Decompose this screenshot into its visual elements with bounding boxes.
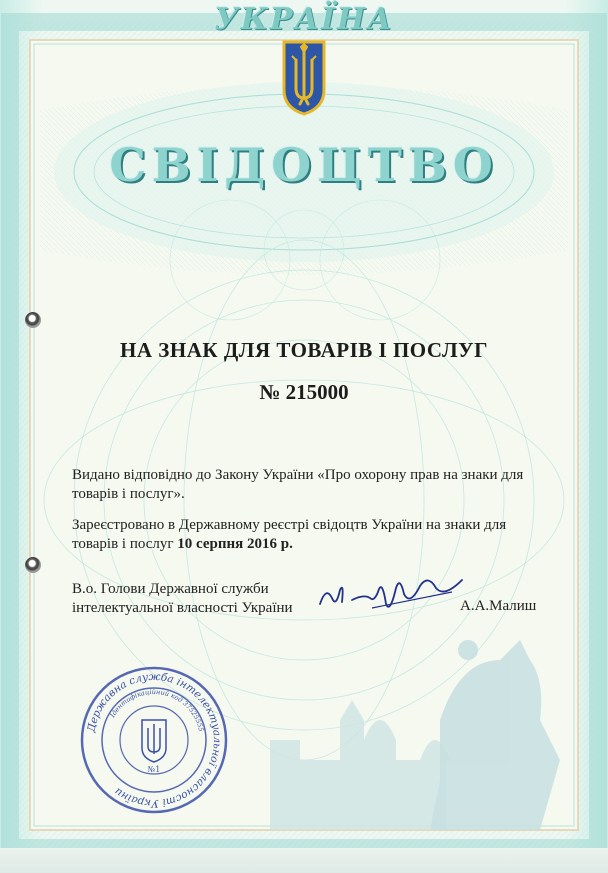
signatory-role-line1: В.о. Голови Державної служби: [72, 581, 269, 597]
signatory-role-line2: інтелектуальної власності України: [72, 600, 293, 616]
certificate-subtitle: НА ЗНАК ДЛЯ ТОВАРІВ І ПОСЛУГ: [120, 338, 488, 362]
binding-hole: [25, 557, 41, 573]
seal-number: №1: [147, 765, 161, 774]
certificate-number: № 215000: [259, 380, 349, 404]
seal-trident-icon: [142, 720, 166, 762]
registration-text: Зареєстровано в Державному реєстрі свідоцтв України на знаки для товарів і послуг: [72, 517, 507, 552]
issuance-paragraph: Видано відповідно до Закону України «Про охорону прав на знаки для товарів і послуг».: [72, 467, 524, 502]
coat-of-arms-icon: [280, 38, 328, 116]
certificate-title: СВІДОЦТВО: [109, 138, 499, 192]
seal-inner-text: Ідентифікаційний код 37525555: [108, 687, 206, 733]
signatory-name: А.А.Малиш: [460, 598, 537, 614]
signatory-role: [72, 580, 332, 618]
country-name: УКРАЇНА: [214, 2, 394, 37]
registration-paragraph: [72, 516, 542, 554]
official-seal-stamp: [74, 660, 234, 820]
registration-date: 10 серпня 2016 р.: [177, 536, 293, 552]
handwritten-signature: [312, 568, 472, 618]
seal-outer-text: Державна служба інтелектуальної власності України: [85, 670, 224, 810]
binding-hole: [25, 312, 41, 328]
page-bottom-edge: [0, 848, 608, 873]
